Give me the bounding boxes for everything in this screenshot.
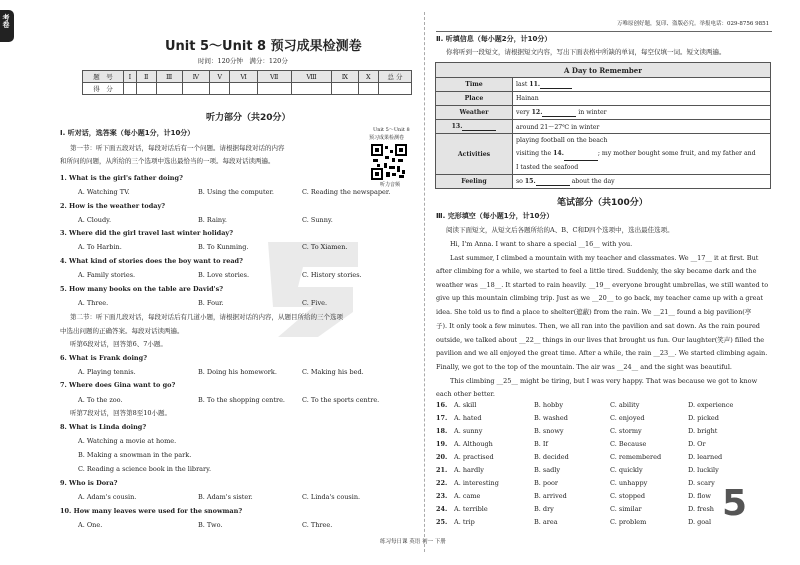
cell-text: in winter [576, 108, 607, 116]
score-cell[interactable] [124, 83, 137, 95]
qr-caption: 听力音频 [380, 182, 401, 188]
option[interactable]: A. came [454, 492, 481, 500]
row-label: Time [436, 78, 513, 92]
page-footer: 练习每日课 英语 初一 下册 [380, 539, 446, 545]
part1-heading: Ⅰ. 听对话，选答案（每小题1分，计10分） [60, 129, 195, 137]
info-table-title: A Day to Remember [436, 63, 771, 78]
passage-line: each other better. [436, 390, 495, 398]
option[interactable]: A. trip [454, 518, 475, 526]
question: 8. What is Linda doing? [60, 423, 147, 431]
option[interactable]: B. Adam's sister. [198, 493, 253, 501]
option[interactable]: B. Using the computer. [198, 188, 274, 196]
option[interactable]: A. Watching TV. [78, 188, 130, 196]
option[interactable]: B. arrived [534, 492, 567, 500]
option[interactable]: C. quickly [610, 466, 643, 474]
cell-text: ; my mother bought some fruit, and my father and [597, 150, 756, 157]
cell-text: I tasted the seafood [516, 164, 579, 171]
answer-blank[interactable] [564, 147, 598, 161]
option[interactable]: C. stormy [610, 427, 642, 435]
page-number: 5 [722, 483, 748, 524]
option[interactable]: B. decided [534, 453, 569, 461]
cell-text: very [516, 108, 532, 116]
option[interactable]: C. Linda's cousin. [302, 493, 361, 501]
score-col: Ⅲ [156, 71, 182, 83]
passage-line: Finally, we got to the top of the mountain. The air was __24__ and the sight was beautiful. [436, 363, 732, 371]
header-rule [436, 31, 772, 32]
question: 2. How is the weather today? [60, 202, 166, 210]
option-number: 23. [436, 492, 448, 500]
option[interactable]: A. skill [454, 401, 477, 409]
option-number: 25. [436, 518, 448, 526]
row-label [436, 120, 513, 134]
part2-listening-instructions: 你将听到一段短文，请根据短文内容，写出下面表格中所缺的单词，每空仅填一词。短文读两遍。 [446, 48, 726, 56]
answer-blank[interactable] [540, 81, 572, 89]
option[interactable]: B. area [534, 518, 558, 526]
option[interactable]: C. Three. [302, 521, 333, 529]
score-col: Ⅰ [124, 71, 137, 83]
option[interactable]: D. learned [688, 453, 723, 461]
option-number: 21. [436, 466, 448, 474]
qr-title: 预习成果检测卷 [369, 135, 405, 141]
score-col: Ⅷ [291, 71, 332, 83]
option-number: 19. [436, 440, 448, 448]
options-block [436, 402, 766, 532]
row-label: Place [436, 92, 513, 106]
option[interactable]: D. luckily [688, 466, 719, 474]
info-table [435, 62, 771, 189]
option-number: 16. [436, 401, 448, 409]
option[interactable]: B. snowy [534, 427, 564, 435]
blank-number: 15. [524, 177, 536, 185]
question: 6. What is Frank doing? [60, 354, 148, 362]
part3-heading: Ⅲ. 完形填空（每小题1分，计10分） [436, 212, 554, 220]
score-value-row [83, 83, 412, 95]
info-row [436, 92, 771, 106]
row-label: Activities [436, 134, 513, 175]
info-row [436, 134, 771, 175]
part3-instructions: 阅读下面短文，从短文后各题所给的A、B、C和D四个选项中，选出最佳选项。 [446, 226, 674, 234]
side-logo-text: 考卷 [2, 14, 10, 28]
option[interactable]: A. Family stories. [78, 271, 136, 279]
option[interactable]: A. Adam's cousin. [78, 493, 137, 501]
info-row [436, 106, 771, 120]
option[interactable]: D. picked [688, 414, 719, 422]
option[interactable]: C. Making his bed. [302, 368, 364, 376]
option[interactable]: A. sunny [454, 427, 483, 435]
score-cell[interactable] [257, 83, 291, 95]
option[interactable]: B. Two. [198, 521, 223, 529]
option[interactable]: A. To Harbin. [78, 243, 122, 251]
question: 3. Where did the girl travel last winter holiday? [60, 229, 233, 237]
score-col: Ⅸ [332, 71, 358, 83]
part2-instructions: 中选出问题的正确答案。每段对话读两遍。 [60, 327, 184, 335]
option-number: 22. [436, 479, 448, 487]
option[interactable]: D. fresh [688, 505, 714, 513]
score-cell[interactable] [358, 83, 378, 95]
option[interactable]: A. terrible [454, 505, 488, 513]
option[interactable]: C. Sunny. [302, 216, 333, 224]
passage-line: Hi, I'm Anna. I want to share a special __16__ with you. [450, 240, 633, 248]
score-col: Ⅶ [257, 71, 291, 83]
subsection-note: 听第7段对话，回答第8至10小题。 [70, 409, 172, 417]
score-col: Ⅹ [358, 71, 378, 83]
score-col: Ⅳ [182, 71, 209, 83]
option[interactable]: B. Four. [198, 299, 224, 307]
option[interactable]: A. hardly [454, 466, 484, 474]
passage-line: pavilion and we all enjoyed the great time. After a while, the rain __23__. We started climbing again. [436, 349, 768, 357]
score-header-row [83, 71, 412, 83]
passage-line: This climbing __25__ might be tiring, but I was very happy. That was because we got to know [450, 377, 758, 385]
option[interactable]: C. To Xiamen. [302, 243, 348, 251]
passage-line: give up this mountain climbing trip. Just as we __20__ to go back, my teacher came up with a great [436, 294, 764, 302]
option[interactable]: A. To the zoo. [78, 396, 123, 404]
score-cell[interactable] [182, 83, 209, 95]
score-cell[interactable] [379, 83, 412, 95]
listening-section-title: 听力部分（共20分） [206, 113, 291, 123]
option[interactable]: C. History stories. [302, 271, 362, 279]
option[interactable]: D. flow [688, 492, 711, 500]
score-cell[interactable] [209, 83, 230, 95]
score-col: Ⅴ [209, 71, 230, 83]
score-col: Ⅱ [136, 71, 156, 83]
option[interactable]: A. interesting [454, 479, 499, 487]
blank-number: 14. [553, 150, 564, 157]
option-number: 24. [436, 505, 448, 513]
part1-instructions: 和所问的问题，从所给的三个选项中选出最恰当的一项。每段对话读两遍。 [60, 157, 275, 165]
score-cell[interactable] [332, 83, 358, 95]
part2-instructions: 第二节：听下面几段对话，每段对话后有几道小题，请根据对话的内容，从题目所给的三个选项 [70, 313, 343, 321]
option[interactable]: A. Three. [78, 299, 109, 307]
info-row [436, 120, 771, 134]
score-col: Ⅵ [230, 71, 257, 83]
passage-line: Last summer, I climbed a mountain with my teacher and classmates. We __17__ it at first. But [450, 254, 759, 262]
score-cell[interactable] [136, 83, 156, 95]
option[interactable]: D. Or [688, 440, 706, 448]
option-number: 20. [436, 453, 448, 461]
page-title: Unit 5～Unit 8 预习成果检测卷 [165, 39, 362, 54]
option-row [436, 506, 766, 519]
option[interactable]: A. Playing tennis. [78, 368, 136, 376]
option[interactable]: C. stopped [610, 492, 646, 500]
option[interactable]: B. sadly [534, 466, 561, 474]
option[interactable]: B. To the shopping centre. [198, 396, 285, 404]
option[interactable]: C. To the sports centre. [302, 396, 380, 404]
option[interactable]: B. To Kunming. [198, 243, 249, 251]
answer-blank[interactable] [462, 123, 496, 131]
answer-blank[interactable] [536, 178, 570, 186]
option[interactable]: C. enjoyed [610, 414, 645, 422]
page-divider [424, 12, 425, 552]
score-col: 总 分 [379, 71, 412, 83]
option[interactable]: B. If [534, 440, 548, 448]
score-cell[interactable] [230, 83, 257, 95]
passage-line: idea. She told us to find a place to shelter(遮蔽) from the rain. We __21__ found a big pavilion(亭 [436, 308, 752, 316]
cell-text: Hainan [513, 92, 771, 106]
passage-line: outside, we talked about __22__ things in our lives that brought us fun. Our laughter(笑声) filled the [436, 336, 765, 344]
passage-line: weather was __18__. It started to rain heavily. __19__ everyone brought umbrellas, we still wanted to [436, 281, 769, 289]
option[interactable]: B. Doing his homework. [198, 368, 277, 376]
info-row [436, 78, 771, 92]
question: 10. How many leaves were used for the snowman? [60, 507, 243, 515]
blank-number: 13. [451, 122, 463, 130]
option[interactable]: A. practised [454, 453, 494, 461]
option[interactable]: D. experience [688, 401, 734, 409]
qr-code-icon[interactable] [371, 144, 407, 180]
cell-text: about the day [569, 177, 615, 185]
option[interactable]: C. Five. [302, 299, 328, 307]
option-number: 18. [436, 427, 448, 435]
option[interactable]: B. dry [534, 505, 554, 513]
score-label: 得 分 [83, 83, 124, 95]
passage-line: 子). It only took a few minutes. Then, we all ran into the pavilion and sat down. As the rain poured [436, 322, 760, 330]
option[interactable]: D. scary [688, 479, 715, 487]
option[interactable]: C. ability [610, 401, 640, 409]
option[interactable]: A. Although [454, 440, 493, 448]
option[interactable]: A. One. [78, 521, 103, 529]
question: 4. What kind of stories does the boy want to read? [60, 257, 243, 265]
cell-text: playing football on the beach [516, 137, 608, 144]
header-notice: 万唯原创好题，复印、盗版必究。举报电话：029-8756 9851 [617, 21, 770, 27]
option[interactable]: B. Love stories. [198, 271, 250, 279]
option[interactable]: C. remembered [610, 453, 662, 461]
option[interactable]: C. similar [610, 505, 642, 513]
question: 9. Who is Dora? [60, 479, 118, 487]
passage-line: after climbing for a while, we started to feel a little tired. Suddenly, the sky became dark and the [436, 267, 757, 275]
answer-blank[interactable] [542, 109, 576, 117]
cell-text: visiting the [516, 150, 554, 157]
cell-text: around 21～27℃ in winter [513, 120, 771, 134]
option[interactable]: B. hobby [534, 401, 564, 409]
part2-listening-heading: Ⅱ. 听填信息（每小题2分，计10分） [436, 35, 552, 43]
info-row [436, 175, 771, 189]
writing-section-title: 笔试部分（共100分） [557, 198, 648, 208]
row-label: Feeling [436, 175, 513, 189]
option[interactable]: B. washed [534, 414, 568, 422]
option[interactable]: D. bright [688, 427, 718, 435]
cell-text: so [516, 177, 525, 185]
subsection-note: 听第6段对话，回答第6、7小题。 [70, 340, 167, 348]
option-number: 17. [436, 414, 448, 422]
blank-number: 11. [529, 80, 541, 88]
option[interactable]: C. Because [610, 440, 647, 448]
score-cell[interactable] [291, 83, 332, 95]
option[interactable]: A. hated [454, 414, 482, 422]
blank-number: 12. [531, 108, 543, 116]
option[interactable]: A. Watching a movie at home. [78, 437, 177, 445]
score-table [82, 70, 412, 95]
time-info: 时间：120分钟 满分：120分 [198, 57, 288, 65]
side-logo [0, 10, 14, 42]
option[interactable]: C. unhappy [610, 479, 648, 487]
option-row [436, 480, 766, 493]
option[interactable]: A. Cloudy. [78, 216, 112, 224]
option[interactable]: C. problem [610, 518, 647, 526]
row-label: Weather [436, 106, 513, 120]
option[interactable]: B. poor [534, 479, 559, 487]
question: 5. How many books on the table are David's? [60, 285, 224, 293]
question: 7. Where does Gina want to go? [60, 381, 176, 389]
option-row [436, 519, 766, 532]
option[interactable]: C. Reading a science book in the library. [78, 465, 212, 473]
option[interactable]: D. goal [688, 518, 712, 526]
score-cell[interactable] [156, 83, 182, 95]
score-label: 题 号 [83, 71, 124, 83]
option[interactable]: B. Rainy. [198, 216, 227, 224]
question: 1. What is the girl's father doing? [60, 174, 183, 182]
option[interactable]: B. Making a snowman in the park. [78, 451, 192, 459]
cell-text: last [516, 80, 530, 88]
qr-title: Unit 5～Unit 8 [373, 127, 410, 133]
option[interactable]: C. Reading the newspaper. [302, 188, 391, 196]
part1-instructions: 第一节：听下面五段对话，每段对话后有一个问题。请根据每段对话的内容 [70, 144, 285, 152]
